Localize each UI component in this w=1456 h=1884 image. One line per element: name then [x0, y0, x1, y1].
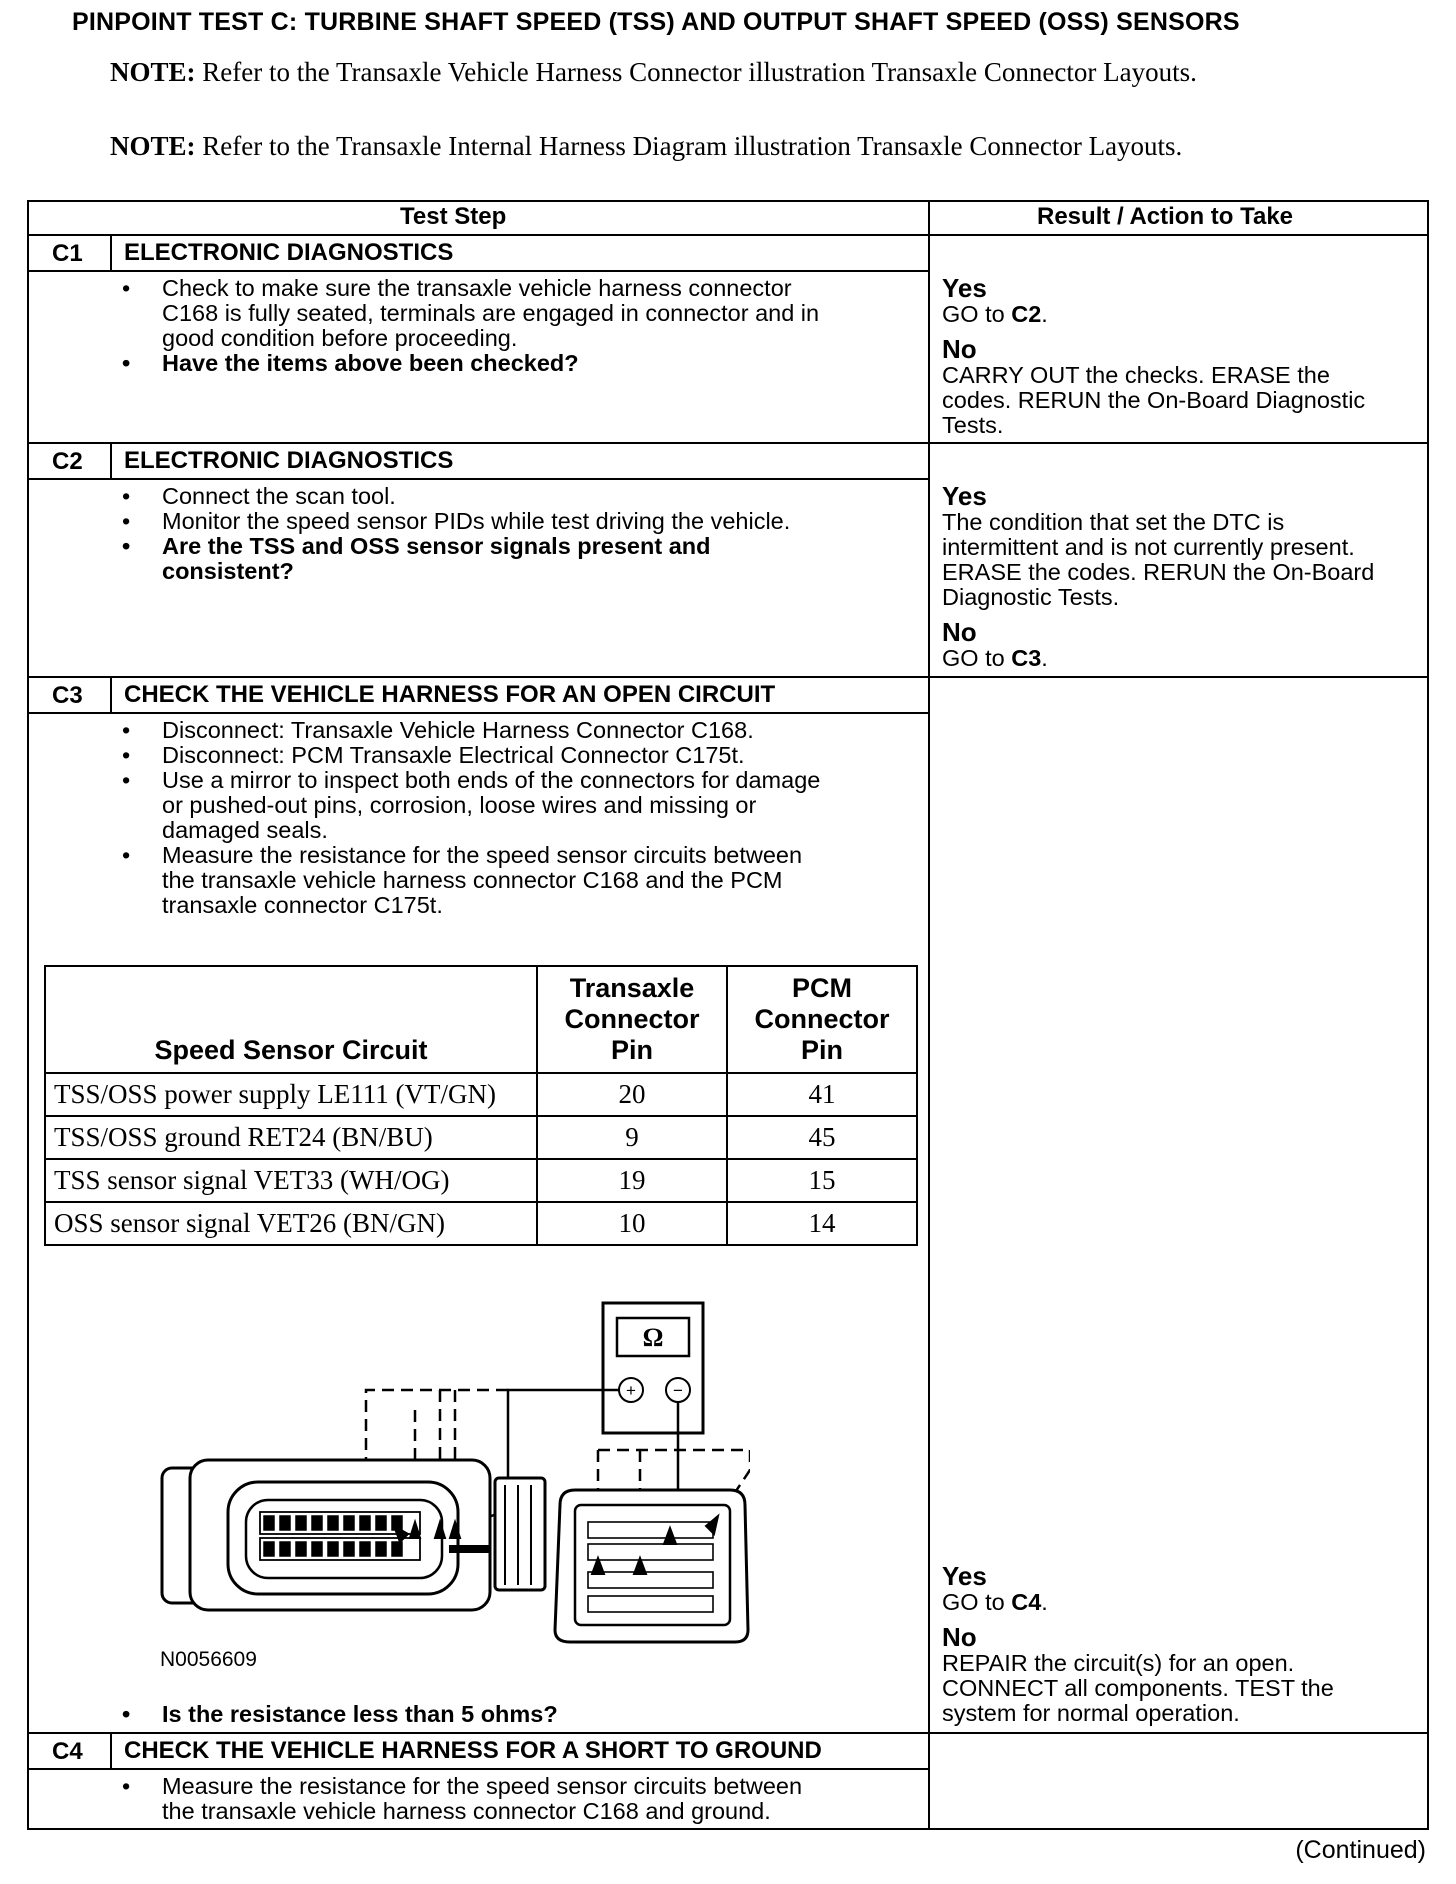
- circuit-cell: OSS sensor signal VET26 (BN/GN): [45, 1202, 537, 1245]
- c2-bullet-1: • Connect the scan tool.: [112, 484, 912, 509]
- header-rule: [27, 234, 1429, 236]
- table-row: [45, 1116, 917, 1159]
- test-step-header: Test Step: [400, 203, 507, 230]
- plus-terminal: +: [626, 1381, 636, 1400]
- c3-yes-label: Yes: [942, 1561, 987, 1591]
- pcm-pin-cell: 15: [727, 1159, 917, 1202]
- pin-table: [44, 965, 918, 1246]
- result-header: Result / Action to Take: [1037, 203, 1294, 230]
- c1-bullets: [112, 276, 912, 376]
- step-id-c4: C4: [52, 1738, 83, 1765]
- c3-bullet-2: • Disconnect: PCM Transaxle Electrical Connector C175t.: [112, 743, 922, 768]
- step-id-c2: C2: [52, 448, 83, 475]
- c3-bullet-3: • Use a mirror to inspect both ends of the connectors for damage or pushed-out pins, corrosion, loose wires and missing or damaged seals.: [112, 768, 922, 843]
- resistance-test-diagram: [150, 1290, 750, 1650]
- column-divider: [928, 200, 930, 1830]
- c2-heading: ELECTRONIC DIAGNOSTICS: [124, 447, 454, 474]
- c2-result: [942, 482, 1422, 671]
- pcm-connector-c175t-icon: [555, 1490, 748, 1642]
- c3-bullet-4: • Measure the resistance for the speed sensor circuits between the transaxle vehicle harness connector C168 and the PCM transaxle connector C175t.: [112, 843, 922, 918]
- c3-bullet-1: • Disconnect: Transaxle Vehicle Harness Connector C168.: [112, 718, 922, 743]
- c1-heading-rule: [27, 270, 930, 272]
- c2-no-end: .: [1041, 645, 1048, 671]
- ohm-symbol: Ω: [642, 1323, 664, 1352]
- c3-yes-text: GO to: [942, 1589, 1012, 1615]
- c1-yes-end: .: [1041, 301, 1048, 327]
- c1-id-divider: [110, 234, 112, 272]
- note-text: Refer to the Transaxle Internal Harness Diagram illustration Transaxle Connector Layouts.: [202, 131, 1183, 161]
- step-id-c1: C1: [52, 240, 83, 267]
- c2-end-rule: [27, 676, 1429, 678]
- c3-yes-ref: C4: [1011, 1589, 1042, 1615]
- c3-result: [942, 1562, 1422, 1726]
- c3-question: • Is the resistance less than 5 ohms?: [112, 1702, 912, 1727]
- note-2: [110, 130, 1290, 162]
- transaxle-pin-cell: 20: [537, 1073, 727, 1116]
- c1-bullet-1: • Check to make sure the transaxle vehicle harness connector C168 is fully seated, terminals are engaged in connector and in good condition before proceeding.: [112, 276, 912, 351]
- note-1: [110, 56, 1290, 88]
- c3-question-list: [112, 1702, 912, 1727]
- c3-bullets: [112, 718, 922, 918]
- c1-no-text: CARRY OUT the checks. ERASE the codes. RERUN the On-Board Diagnostic Tests.: [942, 362, 1366, 438]
- pin-col-circuit: Speed Sensor Circuit: [45, 966, 537, 1073]
- c2-no-text: GO to: [942, 645, 1012, 671]
- pin-table-header: [45, 966, 917, 1073]
- circuit-cell: TSS/OSS ground RET24 (BN/BU): [45, 1116, 537, 1159]
- c1-yes-ref: C2: [1011, 301, 1042, 327]
- transaxle-pin-cell: 19: [537, 1159, 727, 1202]
- c1-question: • Have the items above been checked?: [112, 351, 912, 376]
- c1-yes-text: GO to: [942, 301, 1012, 327]
- c1-yes-label: Yes: [942, 273, 987, 303]
- c4-heading: CHECK THE VEHICLE HARNESS FOR A SHORT TO GROUND: [124, 1737, 822, 1764]
- c3-heading-rule: [27, 712, 930, 714]
- harness-connector-c168-icon: [162, 1460, 545, 1610]
- c2-bullets: [112, 484, 912, 584]
- page-title: PINPOINT TEST C: TURBINE SHAFT SPEED (TSS) AND OUTPUT SHAFT SPEED (OSS) SENSORS: [72, 8, 1240, 36]
- pcm-pin-cell: 41: [727, 1073, 917, 1116]
- pin-col-transaxle: Transaxle Connector Pin: [537, 966, 727, 1073]
- c4-bullets: [112, 1774, 912, 1824]
- c3-no-label: No: [942, 1622, 977, 1652]
- note-label: NOTE:: [110, 131, 196, 161]
- c2-no-label: No: [942, 617, 977, 647]
- ohmmeter-icon: [603, 1303, 703, 1433]
- pcm-pin-cell: 14: [727, 1202, 917, 1245]
- c1-heading: ELECTRONIC DIAGNOSTICS: [124, 239, 454, 266]
- c1-end-rule: [27, 442, 1429, 444]
- c4-bullet-1: • Measure the resistance for the speed sensor circuits between the transaxle vehicle harness connector C168 and ground.: [112, 1774, 912, 1824]
- note-text: Refer to the Transaxle Vehicle Harness Connector illustration Transaxle Connector Layouts.: [202, 57, 1197, 87]
- table-row: [45, 1159, 917, 1202]
- table-row: [45, 1073, 917, 1116]
- continued-label: (Continued): [1295, 1836, 1426, 1864]
- c3-id-divider: [110, 676, 112, 714]
- pin-col-pcm: PCM Connector Pin: [727, 966, 917, 1073]
- c3-heading: CHECK THE VEHICLE HARNESS FOR AN OPEN CIRCUIT: [124, 681, 776, 708]
- c2-yes-label: Yes: [942, 481, 987, 511]
- c2-yes-text: The condition that set the DTC is intermittent and is not currently present. ERASE the codes. RERUN the On-Board Diagnostic Tests.: [942, 509, 1375, 610]
- minus-terminal: −: [673, 1381, 683, 1400]
- c2-question: • Are the TSS and OSS sensor signals present and consistent?: [112, 534, 912, 584]
- note-label: NOTE:: [110, 57, 196, 87]
- c3-yes-end: .: [1041, 1589, 1048, 1615]
- c2-id-divider: [110, 442, 112, 480]
- pcm-pin-cell: 45: [727, 1116, 917, 1159]
- circuit-cell: TSS sensor signal VET33 (WH/OG): [45, 1159, 537, 1202]
- c4-heading-rule: [27, 1768, 930, 1770]
- c2-heading-rule: [27, 478, 930, 480]
- step-id-c3: C3: [52, 682, 83, 709]
- c3-no-text: REPAIR the circuit(s) for an open. CONNECT all components. TEST the system for normal operation.: [942, 1650, 1334, 1726]
- circuit-cell: TSS/OSS power supply LE111 (VT/GN): [45, 1073, 537, 1116]
- c2-no-ref: C3: [1011, 645, 1042, 671]
- c1-result: [942, 274, 1422, 438]
- c1-no-label: No: [942, 334, 977, 364]
- table-row: [45, 1202, 917, 1245]
- c3-end-rule: [27, 1732, 1429, 1734]
- c2-bullet-2: • Monitor the speed sensor PIDs while test driving the vehicle.: [112, 509, 912, 534]
- transaxle-pin-cell: 10: [537, 1202, 727, 1245]
- c4-id-divider: [110, 1732, 112, 1770]
- transaxle-pin-cell: 9: [537, 1116, 727, 1159]
- figure-id: N0056609: [160, 1648, 257, 1671]
